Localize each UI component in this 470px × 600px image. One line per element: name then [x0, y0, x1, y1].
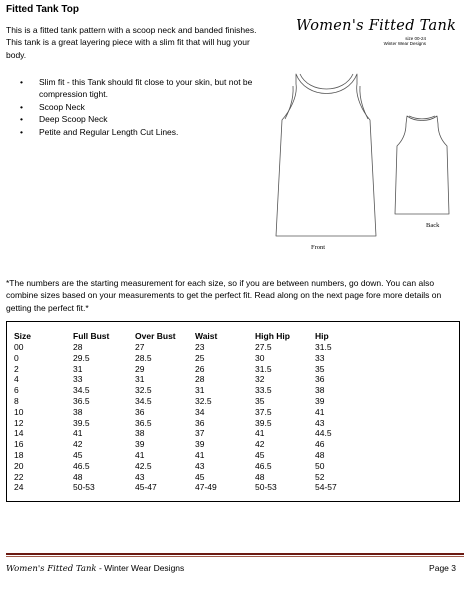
table-cell: 39.5 [73, 417, 90, 428]
table-cell: 22 [14, 471, 24, 482]
table-cell: 18 [14, 449, 24, 460]
table-cell: 43 [315, 417, 325, 428]
col-header-size: Size [14, 331, 32, 341]
table-row [14, 385, 355, 396]
table-row [14, 418, 355, 429]
table-cell: 50 [315, 460, 325, 471]
table-cell: 10 [14, 406, 24, 417]
table-row [14, 472, 355, 483]
table-cell: 50-53 [255, 482, 277, 493]
table-cell: 48 [255, 471, 265, 482]
table-cell: 41 [73, 428, 83, 439]
table-cell: 50-53 [73, 482, 95, 493]
table-cell: 44.5 [315, 428, 332, 439]
table-cell: 48 [73, 471, 83, 482]
table-cell: 46.5 [255, 460, 272, 471]
table-cell: 34.5 [135, 395, 152, 406]
table-cell: 14 [14, 428, 24, 439]
table-cell: 39.5 [255, 417, 272, 428]
table-cell: 45-47 [135, 482, 157, 493]
table-cell: 41 [315, 406, 325, 417]
table-cell: 54-57 [315, 482, 337, 493]
front-armhole-right-band [360, 86, 368, 119]
table-row [14, 482, 355, 493]
table-cell: 16 [14, 439, 24, 450]
table-cell: 0 [14, 352, 19, 363]
page-title: Fitted Tank Top [6, 4, 79, 15]
feature-item: • Scoop Neck [20, 101, 270, 113]
footer-rule-dark [6, 553, 464, 555]
table-row [14, 396, 355, 407]
table-cell: 35 [255, 395, 265, 406]
table-cell: 38 [315, 385, 325, 396]
table-cell: 46.5 [73, 460, 90, 471]
footer-brand-designer: - Winter Wear Designs [96, 563, 185, 573]
table-row [14, 353, 355, 364]
table-cell: 28 [195, 374, 205, 385]
table-cell: 41 [255, 428, 265, 439]
table-cell: 45 [73, 449, 83, 460]
table-cell: 25 [195, 352, 205, 363]
table-cell: 31 [73, 363, 83, 374]
table-cell: 4 [14, 374, 19, 385]
table-cell: 32.5 [195, 395, 212, 406]
back-tank-outline [395, 116, 449, 214]
table-cell: 28 [73, 342, 83, 352]
table-cell: 24 [14, 482, 24, 493]
table-cell: 36 [315, 374, 325, 385]
table-row [14, 428, 355, 439]
footer-brand-script: Women's Fitted Tank [6, 564, 97, 574]
brand-title: Women's Fitted Tank [296, 18, 457, 34]
table-cell: 39 [135, 439, 145, 450]
table-cell: 36.5 [135, 417, 152, 428]
table-cell: 2 [14, 363, 19, 374]
table-cell: 52 [315, 471, 325, 482]
sizing-note: *The numbers are the starting measurement for each size, so if you are between numbers, go down. You can also combine sizes based on your measurements to get the perfect fit. Read along on the next page fore more details on getting the perfect fit.* [6, 278, 442, 313]
table-cell: 28.5 [135, 352, 152, 363]
tank-sketch [0, 0, 470, 260]
table-cell: 42 [73, 439, 83, 450]
table-cell: 00 [14, 342, 24, 352]
intro-paragraph: This is a fitted tank pattern with a scoop neck and banded finishes. This tank is a great layering piece with a slim fit that will hug your body. [6, 25, 257, 60]
table-row [14, 374, 355, 385]
table-row [14, 461, 355, 472]
table-cell: 30 [255, 352, 265, 363]
table-cell: 36 [135, 406, 145, 417]
table-cell: 31 [195, 385, 205, 396]
front-neck-band [300, 74, 353, 89]
table-header-row [14, 330, 355, 342]
back-label: Back [426, 222, 440, 229]
table-cell: 31 [135, 374, 145, 385]
size-chart [6, 321, 460, 502]
col-header-hip: Hip [315, 331, 329, 341]
table-cell: 32.5 [135, 385, 152, 396]
table-cell: 32 [255, 374, 265, 385]
col-header-full-bust: Full Bust [73, 331, 110, 341]
table-cell: 27.5 [255, 342, 272, 352]
back-neck-band [409, 116, 435, 119]
table-cell: 43 [195, 460, 205, 471]
page-number: Page 3 [429, 563, 456, 573]
table-cell: 38 [135, 428, 145, 439]
footer-brand [6, 563, 184, 574]
table-cell: 8 [14, 395, 19, 406]
table-cell: 29.5 [73, 352, 90, 363]
size-table [14, 330, 355, 493]
table-cell: 41 [135, 449, 145, 460]
feature-item: • Petite and Regular Length Cut Lines. [20, 126, 270, 138]
front-label: Front [311, 244, 326, 251]
table-cell: 48 [315, 449, 325, 460]
table-cell: 39 [315, 395, 325, 406]
footer-rule-light [6, 556, 464, 557]
table-cell: 33 [315, 352, 325, 363]
table-cell: 27 [135, 342, 145, 352]
table-cell: 42 [255, 439, 265, 450]
table-cell: 35 [315, 363, 325, 374]
table-cell: 31.5 [255, 363, 272, 374]
table-cell: 29 [135, 363, 145, 374]
table-cell: 36 [195, 417, 205, 428]
table-cell: 12 [14, 417, 24, 428]
col-header-over-bust: Over Bust [135, 331, 176, 341]
col-header-high-hip: High Hip [255, 331, 290, 341]
table-cell: 33.5 [255, 385, 272, 396]
table-row [14, 407, 355, 418]
table-cell: 33 [73, 374, 83, 385]
table-cell: 6 [14, 385, 19, 396]
table-cell: 45 [255, 449, 265, 460]
table-cell: 34.5 [73, 385, 90, 396]
table-cell: 34 [195, 406, 205, 417]
table-cell: 46 [315, 439, 325, 450]
table-row [14, 342, 355, 353]
table-cell: 37 [195, 428, 205, 439]
size-range: size 00-24 [405, 36, 426, 41]
table-cell: 42.5 [135, 460, 152, 471]
table-cell: 43 [135, 471, 145, 482]
feature-item: • Slim fit - this Tank should fit close to your skin, but not be compression tight. [20, 76, 270, 101]
designer-name: Winter Wear Designs [383, 41, 426, 46]
table-cell: 45 [195, 471, 205, 482]
table-cell: 36.5 [73, 395, 90, 406]
table-cell: 23 [195, 342, 205, 352]
col-header-waist: Waist [195, 331, 218, 341]
table-cell: 47-49 [195, 482, 217, 493]
table-row [14, 364, 355, 375]
table-cell: 37.5 [255, 406, 272, 417]
table-row [14, 439, 355, 450]
table-cell: 38 [73, 406, 83, 417]
table-row [14, 450, 355, 461]
table-cell: 20 [14, 460, 24, 471]
table-cell: 39 [195, 439, 205, 450]
table-cell: 31.5 [315, 342, 332, 352]
feature-item: • Deep Scoop Neck [20, 113, 270, 125]
table-cell: 41 [195, 449, 205, 460]
table-cell: 26 [195, 363, 205, 374]
